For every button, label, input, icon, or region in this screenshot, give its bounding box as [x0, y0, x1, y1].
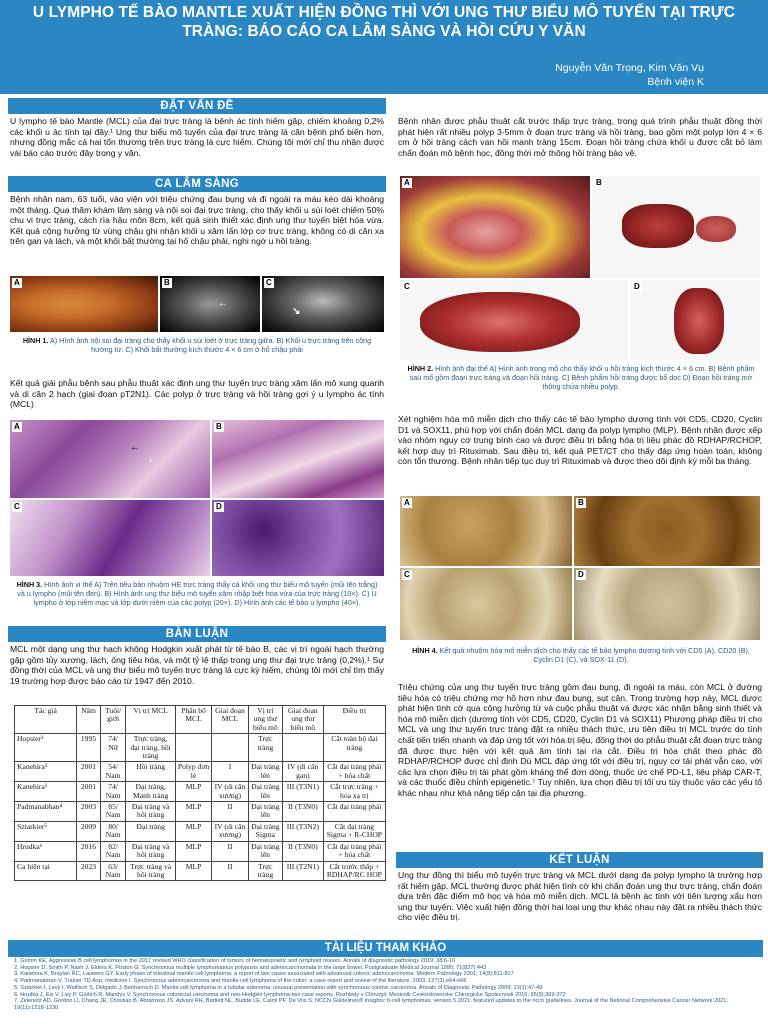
table-cell: 82/ Nam — [100, 841, 126, 861]
figure-4a-cd5-image — [400, 496, 572, 566]
table-header-cell: Tác giả — [15, 706, 77, 734]
table-cell: Đại tràng lên — [248, 782, 282, 802]
table-cell: 2001 — [77, 782, 101, 802]
table-row — [15, 802, 386, 822]
table-cell: 74/ Nữ — [100, 734, 126, 762]
table-cell: 2023 — [77, 861, 101, 881]
figure-4b-cd20-image — [574, 496, 760, 566]
figure-2c-ileum-specimen-image — [400, 280, 628, 360]
table-cell: Cắt trực tràng + hóa xạ trị — [323, 782, 385, 802]
figure-3b-adenocarcinoma-image — [212, 420, 384, 498]
section-conclusion-heading: KẾT LUẬN — [396, 852, 763, 868]
table-cell: Kanehira³ — [15, 782, 77, 802]
section-clinical-heading: CA LÂM SÀNG — [8, 176, 386, 192]
treatment-text: Triệu chứng của ung thư tuyến trực tràng gồm đau bụng, đi ngoài ra máu, còn MCL ở đường tiêu hóa có triệu chứng mơ hồ hơn như đau bụng, sụt cân. Trong trường hợp này, MCL được phát hiện tình cờ qua cộng hưởng từ và cuộc phẫu thuật và được xác nhận bằng sinh thiết và hóa mô miễn dịch (dương tính với CD5, CD20, Cyclin D1 và SOX11) Phương pháp điều trị cho MCL và ung thư tuyến trực tràng đặt ra nhiều thách thức, ưu tiên điều trị MCL trước do tính chất tiến triển nhanh và đáp ứng tốt với hóa trị liệu, đồng thời do phẫu thuật cắt đoạn trực tràng đã được thực hiện với kết quả âm tính tại rìa cắt. Điều trị hóa chất theo phác đồ RDHAP/RCHOP được chỉ định Dù MCL đáp ứng tốt với điều trị, nguy cơ tái phát vẫn cao, với các lựa chọn điều trị tái phát gồm kháng thể đơn dòng, thuốc ức chế PD-L1, liệu pháp CAR-T, và các thuốc điều chỉnh epigenetic.⁷ Tuy nhiên, lựa chọn điều trị tối ưu tùy thuộc vào các yếu tố khác nhau như khả năng tiếp cận tại địa phương. — [398, 682, 762, 798]
table-cell: Cắt đại tràng Sigma + R-CHOP — [323, 821, 385, 841]
table-cell: MLP — [175, 821, 211, 841]
figure-2d-ileum-polyps-image — [630, 280, 760, 360]
table-cell: IV (di căn gan) — [283, 762, 324, 782]
table-cell: Đại tràng và hồi tràng — [126, 841, 175, 861]
conclusion-text: Ung thư đồng thì biểu mô tuyến trực tràng và MCL dưới dạng đa polyp lympho là trường hợp rất hiếm gặp. MCL thường được phát hiện tình cờ khi chẩn đoán ung thư trực tràng, chẩn đoán dựa trên đặc điểm mô học và hóa mô miễn dịch. MCL là bệnh ác tính với tiên lượng xấu hơn ung thư tuyến. Việc xuất hiện đồng thời hai loại ung thư khác nhau này đặt ra nhiều thách thức cho việc điều trị. — [398, 870, 762, 923]
table-cell: Đại tràng Sigma — [248, 821, 282, 841]
specimen-shape — [420, 292, 580, 352]
table-cell: Đại tràng lên — [248, 841, 282, 861]
table-cell: 2016 — [77, 841, 101, 861]
reference-item: 7. Zelenetz AD, Gordon LI, Chang JE, Christian B, Abramson JS, Advani RH, Bartlett NL, Budde LE, Caimi PF, De Vos S. NCCN Guidelines® insights: b-cell lymphomas, version 5.2021: featured updates to the nccn guidelines. Journal of the National Comprehensive Cancer Network 2021; 19(11):1218-1230 — [14, 998, 728, 1011]
table-cell: Hopster² — [15, 734, 77, 762]
table-header-cell: Năm — [77, 706, 101, 734]
figure-2-caption-text: Hình ảnh đại thể A) Hình ảnh trong mổ cho thấy khối u hồi tràng kích thước 4 × 6 cm. B) Bệnh phẩm sau mổ gồm đoạn trực tràng và đoạn hồi tràng. C) Bệnh phẩm hồi tràng được bổ dọc D) Đoạn hồi tràng mở thông chứa nhiều polyp. — [409, 364, 755, 391]
table-cell: Polyp đơn lẻ — [175, 762, 211, 782]
affiliation: Bệnh viện K — [647, 76, 704, 88]
table-cell: Hồi tràng — [126, 762, 175, 782]
figure-2b-specimen-image — [592, 176, 760, 278]
table-cell — [283, 734, 324, 762]
figure-letter: C — [14, 502, 20, 511]
specimen-shape — [696, 216, 736, 242]
arrow-icon: ← — [218, 298, 228, 309]
figure-letter: D — [634, 282, 640, 291]
table-cell: Đại tràng lên — [248, 802, 282, 822]
figure-letter: C — [404, 570, 410, 579]
table-cell: II — [212, 861, 248, 881]
figure-letter: A — [14, 422, 20, 431]
figure-letter: D — [578, 570, 584, 579]
figure-2-label: HÌNH 2. — [407, 364, 434, 373]
table-cell: MLP — [175, 782, 211, 802]
table-cell: 1995 — [77, 734, 101, 762]
figure-1b-mri-image — [160, 276, 260, 332]
table-cell: Trực tràng và hồi tràng — [126, 861, 175, 881]
table-cell: Cắt đại tràng phải + hóa chất — [323, 762, 385, 782]
figure-3-caption-text: Hình ảnh vi thể A) Trên tiêu bản nhuộm HE trực tràng thấy cả khối ung thư biểu mô tuyến (mũi tên trắng) và u lympho (mũi tên đen). B) Hình ảnh ung thư biểu mô tuyến xâm nhập biệt hóa vừa của trực tràng (10×). C) U lympho ở lớp niêm mạc và lớp dưới niêm của các polyp (20×). D) Hình ảnh các tế bào u lympho (40×). — [17, 580, 378, 607]
table-header-cell: Giai đoạn ung thư biểu mô — [283, 706, 324, 734]
figure-3-caption — [12, 580, 382, 607]
table-cell: III (T3N2) — [283, 821, 324, 841]
figure-4-label: HÌNH 4. — [412, 646, 438, 655]
section-intro-heading: ĐẶT VẤN ĐỀ — [8, 98, 386, 114]
table-cell: 85/ Nam — [100, 802, 126, 822]
table-cell: Đại tràng, Manh tràng — [126, 782, 175, 802]
ihc-text: Xét nghiệm hóa mô miễn dịch cho thấy các tế bào lympho dương tính với CD5, CD20, Cyclin D1 và SOX11, phù hợp với chẩn đoán MCL dạng đa polyp lympho (MLP). Bệnh nhân được xếp vào nhóm nguy cơ trung bình cao và được điều trị bằng hóa trị liệu phác đồ RDHAP/RCHOP, kết hợp duy trì Rituximab. Sau điều trị, kết quả PET/CT cho thấy đáp ứng hoàn toàn, không còn tổn thương. Bệnh nhân tiếp tục duy trì Rituximab và được theo dõi định kỳ mỗi ba tháng. — [398, 414, 762, 467]
table-cell: MLP — [175, 841, 211, 861]
figure-1-caption-text: A) Hình ảnh nội soi đại tràng cho thấy khối u sùi loét ở trực tràng giữa. B) Khối u trực tràng trên cộng hưởng từ. C) Khối bất thường kích thước 4 × 6 cm ở hố chậu phải — [49, 336, 372, 354]
arrow-icon: ↘ — [292, 306, 301, 317]
figure-1-caption — [12, 336, 382, 354]
table-cell: Đại tràng và hồi tràng — [126, 802, 175, 822]
table-cell — [175, 734, 211, 762]
table-header-cell: Vị trí MCL — [126, 706, 175, 734]
pathology-text: Kết quả giải phẫu bệnh sau phẫu thuật xác định ung thư tuyến trực tràng xâm lấn mô xung quanh và di căn 2 hạch (giai đoạn pT2N1). Các polyp ở trực tràng và hồi tràng gợi ý u lympho ác tính (MCL) — [10, 378, 384, 410]
reference-item: 5. Sztarkier I, Levy I, Walfisch S, Delgado J, Benharroch D. Mantle cell lymphoma in a tubular adenoma: unusual presentation with synchronous colonic carcinoma. Annals of Diagnostic Pathology 2009; 13(1):47-49 — [14, 984, 543, 991]
table-cell: Đại tràng — [126, 821, 175, 841]
figure-1a-endoscopy-image — [10, 276, 158, 332]
table-cell: 74/ Nam — [100, 782, 126, 802]
poster-title: U LYMPHO TẾ BÀO MANTLE XUẤT HIỆN ĐỒNG THÌ VỚI UNG THƯ BIỂU MÔ TUYẾN TẠI TRỰC TRÀNG: BÁO CÁO CA LÂM SÀNG VÀ HỒI CỨU Y VĂN — [32, 4, 736, 40]
references-list — [14, 958, 759, 1012]
reference-item: 4. Padmanabhan V, Trainer TD.Acp, medicine I. Synchronous adenocarcinoma and mantle cell lymphoma of the colon: a case report and review of the literature. 2003; 127(2):e64-e66 — [14, 978, 467, 985]
figure-3a-he-image — [10, 420, 210, 498]
figure-letter: B — [216, 422, 222, 431]
figure-3d-lymphoma-cells-image — [212, 500, 384, 576]
figure-letter: B — [578, 498, 584, 507]
table-cell: II — [212, 841, 248, 861]
arrow-icon: ↓ — [148, 454, 153, 465]
figure-letter: D — [216, 502, 222, 511]
intro-text: U lympho tế bào Mantle (MCL) của đại trực tràng là bệnh ác tính hiếm gặp, chiếm khoảng 0,2% các khối u ác tính tại đây.¹ Ung thư biểu mô tuyến của đại trực tràng là căn bệnh phổ biến hơn, nhưng đồng mắc cả hai tổn thương trên trực tràng là cực hiếm. Chúng tôi mới chỉ thu nhận được vài báo cáo trước đây trong y văn. — [10, 116, 384, 158]
table-cell: Sztarkier⁵ — [15, 821, 77, 841]
table-row — [15, 821, 386, 841]
figure-3-label: HÌNH 3. — [16, 580, 43, 589]
table-cell: II (T3N0) — [283, 841, 324, 861]
table-cell: Trực tràng, đại tràng, hồi tràng — [126, 734, 175, 762]
figure-1c-ct-image — [262, 276, 384, 332]
figure-letter: B — [164, 278, 170, 287]
table-cell: Trực tràng — [248, 861, 282, 881]
table-cell: MLP — [175, 802, 211, 822]
table-cell: I — [212, 762, 248, 782]
table-cell: III (T2N1) — [283, 861, 324, 881]
discussion-text: MCL một dạng ung thư hạch không Hodgkin xuất phát từ tế bào B, các vị trí ngoài hạch thường gặp gồm tủy xương, lách, ống tiêu hóa, và một tỷ lệ thấp trong ung thư đại trực tràng (0,2%).¹ Sự đồng thời của MCL và ung thư biểu mô tuyến trực tràng là cực kỳ hiếm, chúng tôi mới chỉ tìm thấy 19 trường hợp được báo cáo từ 1947 đến 2010. — [10, 644, 384, 686]
table-cell: Cắt đại tràng phải + hóa chất — [323, 841, 385, 861]
table-header-cell: Tuổi/ giới — [100, 706, 126, 734]
table-cell: 2003 — [77, 802, 101, 822]
table-cell: Cắt trước thấp + RDHAP/RC HOP — [323, 861, 385, 881]
table-cell: Kanehira³ — [15, 762, 77, 782]
arrow-icon: ← — [130, 442, 140, 453]
figure-letter: A — [404, 178, 410, 187]
table-row — [15, 841, 386, 861]
reference-item: 1. Grimm KE. Aggressive B cell lymphomas in the 2017 revised WHO classification of tumors of hematopoietic and lymphoid tissues. Annals of diagnostic pathology 2019; 38:6-10 — [14, 958, 456, 964]
table-row — [15, 782, 386, 802]
figure-letter: A — [14, 278, 20, 287]
clinical-text: Bệnh nhân nam, 63 tuổi, vào viện với triệu chứng đau bụng và đi ngoài ra máu kéo dài khoảng một tháng. Qua thăm khám lâm sàng và nội soi đại trực tràng, cho thấy khối u sùi loét chiếm 50% chu vi trực tràng, cách rìa hậu môn 8cm, kết quả sinh thiết xác định ung thư tuyến biệt hóa vừa. Kết quả cộng hưởng từ vùng chậu ghi nhận khối u xâm lấn lớp cơ trực tràng, không có di căn xa trên gan và lách, và một khối bất thường tại hố chậu phải, nghi ngờ u hồi tràng. — [10, 194, 384, 247]
table-cell: Cắt đại tràng phải — [323, 802, 385, 822]
figure-letter: C — [266, 278, 272, 287]
surgery-text: Bệnh nhân được phẫu thuật cắt trước thấp trực tràng, trong quá trình phẫu thuật đồng thời phát hiện rất nhiều polyp 3-5mm ở đoạn trực tràng và hồi tràng, bao gồm một polyp lớn 4 × 6 cm ở hồi tràng cách van hồi manh tràng 15cm. Đoạn hồi tràng chứa khối u được cắt bỏ làm chẩn đoán mô bệnh học, đồng thời mở thông hồi tràng bảo vệ. — [398, 116, 762, 158]
figure-letter: A — [404, 498, 410, 507]
figure-letter: C — [404, 282, 410, 291]
table-cell: 80/ Nam — [100, 821, 126, 841]
figure-4d-sox11-image — [574, 568, 760, 640]
table-header-row — [15, 706, 386, 734]
reference-item: 2. Hopster D, Smith P, Nash J, Elders K, Poston G. Synchronous multiple lymphomatous polyposis and adenocarcinomata in the large bowel. Postgraduate Medical Journal 1995; 71(837):443 — [14, 964, 487, 971]
authors: Nguyễn Văn Trọng, Kim Văn Vụ — [555, 62, 704, 74]
table-cell: 2001 — [77, 762, 101, 782]
figure-4-caption-text: Kết quả nhuộm hóa mô miễn dịch cho thấy các tế bào lympho dương tính với CD5 (A), CD20 (B), Cyclin D1 (C), và SOX-11 (D). — [439, 646, 750, 664]
specimen-shape — [622, 204, 694, 248]
section-discussion-heading: BÀN LUẬN — [8, 626, 386, 642]
table-header-cell: Giai đoạn MCL — [212, 706, 248, 734]
table-cell: 2009 — [77, 821, 101, 841]
reference-item: 6. Hrudka J, Eis V, Lisý P, Gürlich R, Mandys V. Synchronous colorectal carcinoma and non-Hodgkin lymphoma-two case reports. Rozhledy v Chirurgii: Mesicnik Ceskoslovenske Chirurgicke Spolecnosti 2016; 95(9):369-372 — [14, 991, 566, 998]
poster-header — [0, 0, 768, 94]
literature-table — [14, 705, 386, 881]
table-cell: 63/ Nam — [100, 861, 126, 881]
figure-2-caption — [402, 364, 760, 391]
table-header-cell: Vị trí ung thư biểu mô — [248, 706, 282, 734]
table-cell: II (T3N0) — [283, 802, 324, 822]
table-cell: IV (di căn xương) — [212, 821, 248, 841]
table-cell: Ca hiện tại — [15, 861, 77, 881]
table-cell: IV (di căn xương) — [212, 782, 248, 802]
table-cell: Padmanabhan⁴ — [15, 802, 77, 822]
table-cell: Đại tràng lên — [248, 762, 282, 782]
table-row — [15, 734, 386, 762]
table-row — [15, 861, 386, 881]
table-cell: 54/ Nam — [100, 762, 126, 782]
table-row — [15, 762, 386, 782]
reference-item: 3. Kanehira K, Braylan RC, Lauwers GY. Early phase of intestinal mantle cell lymphoma: a report of two cases associated with advanced colonic adenocarcinoma. Modern Pathology 2001; 14(8):811-817 — [14, 971, 514, 978]
figure-1-label: HÌNH 1. — [22, 336, 49, 345]
table-cell: Trực tràng — [248, 734, 282, 762]
figure-letter: B — [596, 178, 602, 187]
figure-2a-intraoperative-image — [400, 176, 590, 278]
table-cell: Cắt toàn bộ đại tràng — [323, 734, 385, 762]
table-cell: Hrudka⁶ — [15, 841, 77, 861]
figure-3c-lymphoma-polyp-image — [10, 500, 210, 576]
table-cell — [212, 734, 248, 762]
table-cell: III (T3N1) — [283, 782, 324, 802]
table-header-cell: Điều trị — [323, 706, 385, 734]
table-cell: MLP — [175, 861, 211, 881]
table-cell: II — [212, 802, 248, 822]
figure-4-caption — [402, 646, 760, 664]
specimen-shape — [674, 288, 724, 354]
section-references-heading: TÀI LIỆU THAM KHẢO — [8, 940, 763, 957]
figure-4c-cyclin-d1-image — [400, 568, 572, 640]
table-header-cell: Phân bố MCL — [175, 706, 211, 734]
